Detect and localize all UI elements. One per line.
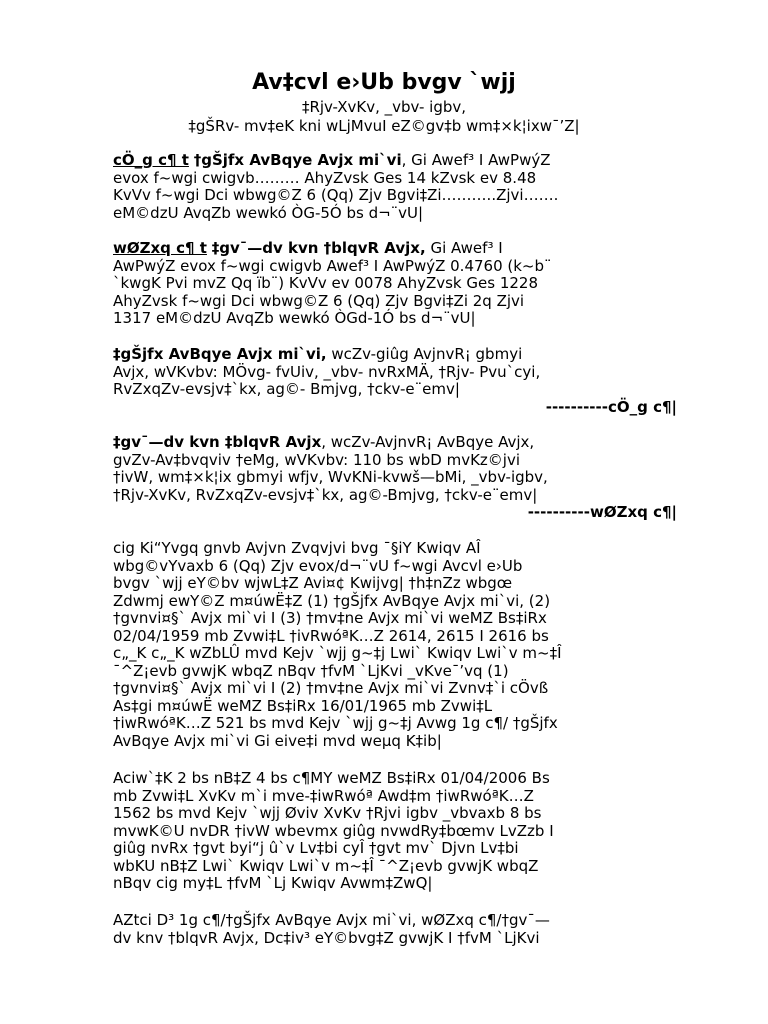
first-party-sign: ----------cÖ_g c¶|: [545, 397, 677, 416]
second-party-details: ‡gv¯—dv kvn ‡blqvR Avjx, wcZv-AvjnvR¡ AvBqye Avjx, gvZv-Av‡bvqviv †eMg, wVKvbv: 110 bs wbD mvKz©jvi †ivW, wm‡×k¦ix gbmyi wfjv, WvKNi-kvwš—bMi, _vbv-igbv, †Rjv-XvKv, RvZxqZv-evsjv‡`kx, ag©-Bmjvg, †ckv-e¨emv| ----------wØZxq c¶|: [113, 433, 677, 521]
first-party-name: †gŠjfx AvBqye Avjx mi`vi: [193, 151, 402, 169]
second-party-label: wØZxq c¶ t: [113, 239, 207, 257]
second-party-name: ‡gv¯—dv kvn †blqvR Avjx,: [211, 239, 426, 257]
first-party-details-name: ‡gŠjfx AvBqye Avjx mi`vi,: [113, 345, 327, 363]
second-party-details-name: ‡gv¯—dv kvn ‡blqvR Avjx: [113, 433, 322, 451]
location-line: ‡Rjv-XvKv, _vbv- igbv,: [301, 98, 467, 116]
first-party-paragraph: cÖ_g c¶ t †gŠjfx AvBqye Avjx mi`vi, Gi Awef³ I AwPwýZ evox f~wgi cwigvb……… AhyZvsk Ges 14 kZvsk ev 8.48 KvVv f~wgi Dci wbwg©Z 6 (Qq) Zjv Bgvi‡Zi………..Zjvi……. eM©dzU AvqZb wewkó ÒG-5Ó bs d¬¨vU|: [113, 151, 559, 222]
document-title: Av‡cvl e›Ub bvgv `wjj: [252, 70, 516, 95]
mouza-line: ‡gŠRv- mv‡eK kni wLjMvuI eZ©gv‡b wm‡×k¦ixw¯’Z|: [188, 117, 580, 135]
purchase-paragraph: Aciw`‡K 2 bs nB‡Z 4 bs c¶MY weMZ Bs‡iRx 01/04/2006 Bs mb Zvwi‡L XvKv m`i mve-‡iwRwóª Awd‡m †iwRwóªK…Z 1562 bs mvd Kejv `wjj Øviv XvKv †Rjvi igbv _vbvaxb 8 bs mvwK©U nvDR †ivW wbevmx giûg nvwdRy‡bœmv LvZzb I giûg nvRx †gvt byi“j û`v Lv‡bi cyÎ †gvt mv` Djvn Lv‡bi wbKU nB‡Z Lwi` Kwiqv Lwi`v m~‡Î ¯^Z¡evb gvwjK wbqZ nBqv cig my‡L †fvM `Lj Kwiqv Avwm‡ZwQ|: [113, 769, 554, 892]
closing-paragraph: AZtci D³ 1g c¶/†gŠjfx AvBqye Avjx mi`vi, wØZxq c¶/†gv¯— dv knv †blqvR Avjx, Dc‡iv³ eY©bvg‡Z gvwjK I †fvM `LjKvi: [113, 911, 550, 947]
first-party-label: cÖ_g c¶ t: [113, 151, 189, 169]
recital-paragraph: cig Ki“Yvgq gnvb Avjvn Zvqvjvi bvg ¯§iY Kwiqv AÎ wbg©vYvaxb 6 (Qq) Zjv evox/d¬¨vU f~wgi Avcvl e›Ub bvgv `wjj eY©bv wjwL‡Z Avi¤¢ Kwijvg| †h‡nZz wbgœ Zdwmj ewY©Z m¤úwË‡Z (1) †gŠjfx AvBqye Avjx mi`vi, (2) †gvnvi¤§` Avjx mi`vi I (3) †mv‡ne Avjx mi`vi weMZ Bs‡iRx 02/04/1959 mb Zvwi‡L †ivRwóªK…Z 2614, 2615 I 2616 bs c„_K c„_K wZbLÛ mvd Kejv `wjj g~‡j Lwi` Kwiqv Lwi`v m~‡Î ¯^Z¡evb gvwjK wbqZ nBqv †fvM `LjKvi _vKve¯’vq (1) †gvnvi¤§` Avjx mi`vi I (2) †mv‡ne Avjx mi`vi Zvnv‡`i cÖvß As‡gi m¤úwË weMZ Bs‡iRx 16/01/1965 mb Zvwi‡L †iwRwóªK…Z 521 bs mvd Kejv `wjj g~‡j Avwg 1g c¶/ †gŠjfx AvBqye Avjx mi`vi Gi eive‡i mvd weµq K‡ib|: [113, 539, 562, 750]
second-party-paragraph: wØZxq c¶ t ‡gv¯—dv kvn †blqvR Avjx, Gi Awef³ I AwPwýZ evox f~wgi cwigvb Awef³ I AwPwýZ 0.4760 (k~b¨ `kwgK Pvi mvZ Qq ïb¨) KvVv ev 0078 AhyZvsk Ges 1228 AhyZvsk f~wgi Dci wbwg©Z 6 (Qq) Zjv Bgvi‡Zi 2q Zjvi 1317 eM©dzU AvqZb wewkó ÒGd-1Ó bs d¬¨vU|: [113, 239, 552, 327]
second-party-sign: ----------wØZxq c¶|: [527, 503, 677, 521]
first-party-details: ‡gŠjfx AvBqye Avjx mi`vi, wcZv-giûg AvjnvR¡ gbmyi Avjx, wVKvbv: MÖvg- fvUiv, _vbv- nvRxMÄ, †Rjv- Pvu`cyi, RvZxqZv-evsjv‡`kx, ag©- Bmjvg, †ckv-e¨emv| ----------cÖ_g c¶|: [113, 345, 677, 416]
